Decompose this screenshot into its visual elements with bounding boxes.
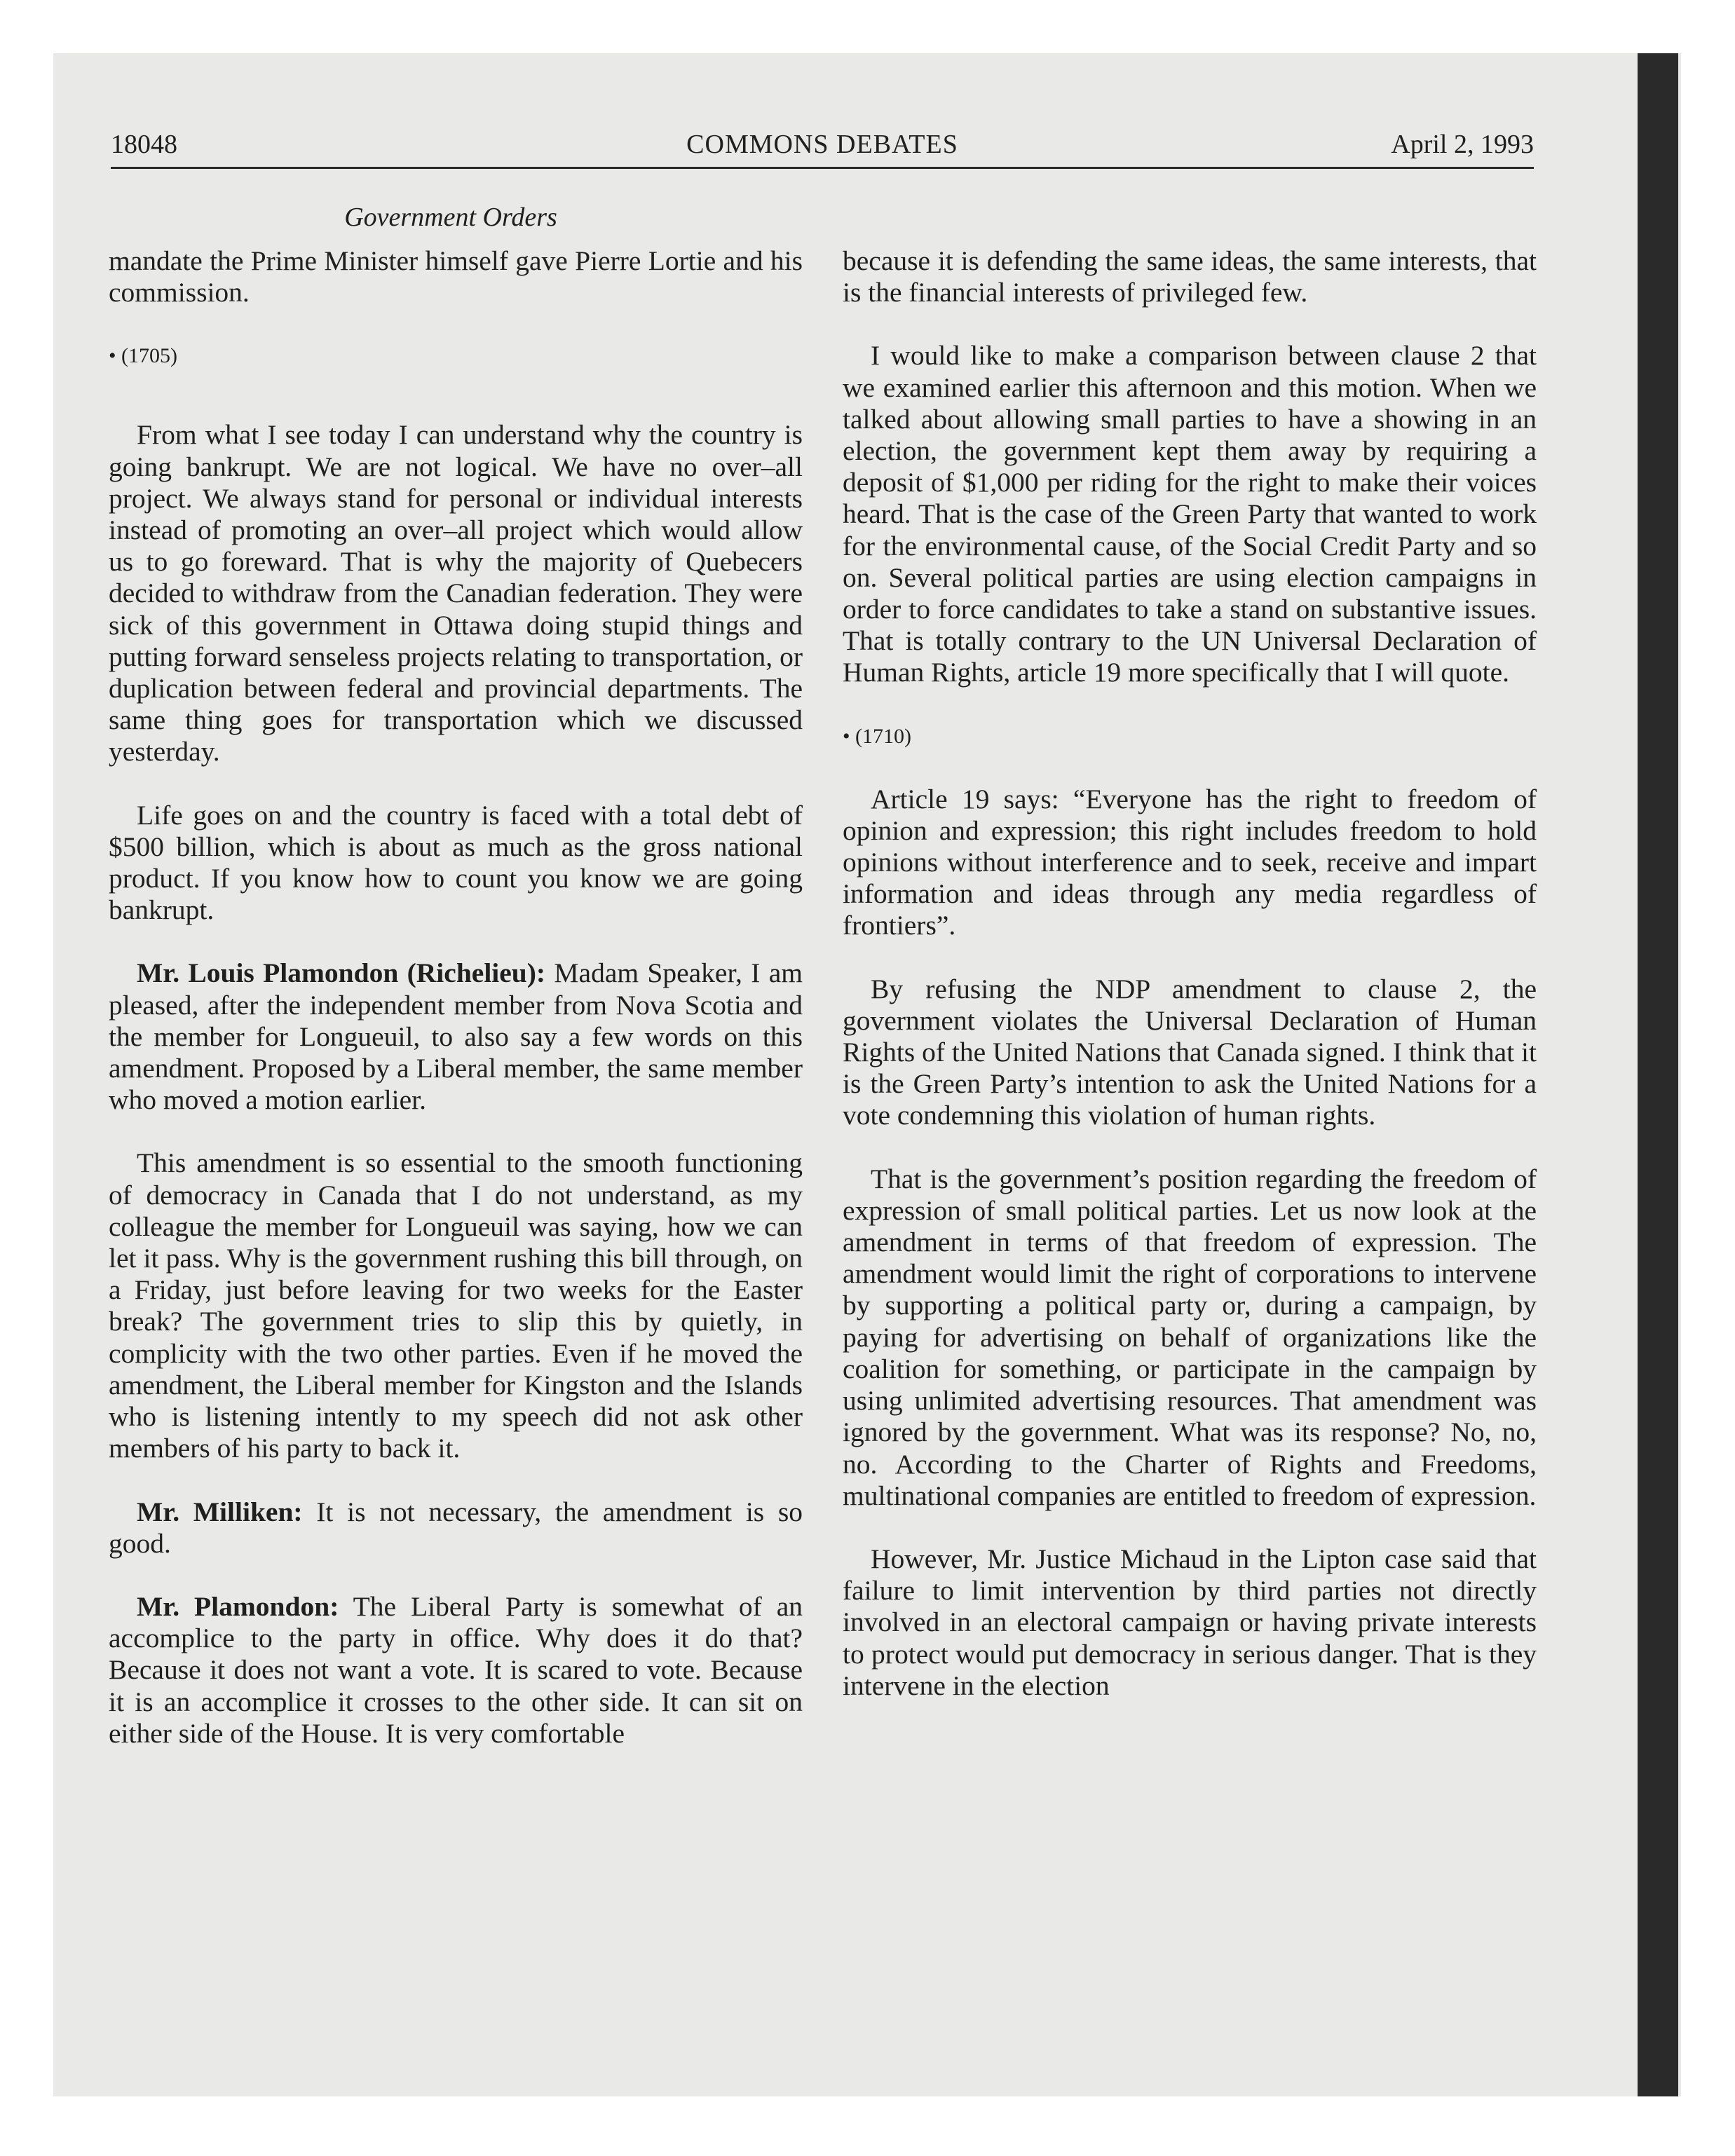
paragraph: However, Mr. Justice Michaud in the Lipton case said that failure to limit intervention by third parties not directly involved in an electoral campaign or having private interests to protect would put democracy in serious danger. That is they intervene in the election xyxy=(843,1543,1537,1701)
running-head xyxy=(111,123,1534,165)
paragraph: Life goes on and the country is faced with a total debt of $500 billion, which is about as much as the gross national product. If you know how to count you know we are going bankrupt. xyxy=(109,799,803,926)
speaker-name: Mr. Louis Plamondon (Richelieu): xyxy=(137,957,546,989)
paragraph: That is the government’s position regarding the freedom of expression of small political parties. Let us now look at the amendment in terms of that freedom of expression. The amendment would limit the right of corporations to intervene by supporting a political party or, during a campaign, by paying for advertising on behalf of organizations like the coalition for something, or participate in the campaign by using unlimited advertising resources. That amendment was ignored by the government. What was its response? No, no, no. According to the Charter of Rights and Freedoms, multinational companies are entitled to freedom of expression. xyxy=(843,1163,1537,1511)
page-number: 18048 xyxy=(111,130,177,159)
section-label: Government Orders xyxy=(344,203,557,232)
speaker-name: Mr. Plamondon: xyxy=(137,1590,339,1622)
speech-text: Madam Speaker, I am pleased, after the independent member from Nova Scotia and the member for Longueuil, to also say a few words on this amendment. Proposed by a Liberal member, the same member who moved a motion earlier. xyxy=(109,957,803,1116)
speech-text: The Liberal Party is somewhat of an accomplice to the party in office. Why does it do that? Because it does not want a vote. It is scared to vote. Because it is an accomplice it crosses to the other side. It can sit on either side of the House. It is very comfortable xyxy=(109,1590,803,1749)
header-rule xyxy=(111,167,1534,169)
right-column xyxy=(843,245,1537,1733)
speaker-name: Mr. Milliken: xyxy=(137,1496,303,1527)
paragraph: mandate the Prime Minister himself gave Pierre Lortie and his commission. xyxy=(109,245,803,308)
publication-title: COMMONS DEBATES xyxy=(686,130,958,159)
speech-paragraph xyxy=(109,1496,803,1560)
scan-edge-shadow xyxy=(1638,53,1678,2096)
paragraph: From what I see today I can understand why the country is going bankrupt. We are not logical. We have no over–all project. We always stand for personal or individual interests instead of promoting an over–all project which would allow us to go foreward. That is why the majority of Quebecers decided to withdraw from the Canadian federation. They were sick of this government in Ottawa doing stupid things and putting forward senseless projects relating to transportation, or duplication between federal and provincial departments. The same thing goes for transportation which we discussed yesterday. xyxy=(109,419,803,767)
paragraph: because it is defending the same ideas, the same interests, that is the financial interests of privileged few. xyxy=(843,245,1537,308)
speech-text: It is not necessary, the amendment is so good. xyxy=(109,1496,803,1559)
page-date: April 2, 1993 xyxy=(1391,130,1534,159)
paragraph: I would like to make a comparison between clause 2 that we examined earlier this afternoon and this motion. When we talked about allowing small parties to have a showing in an election, the government kept them away by requiring a deposit of $1,000 per riding for the right to make their voices heard. That is the case of the Green Party that wanted to work for the environmental cause, of the Social Credit Party and so on. Several political parties are using election campaigns in order to force candidates to take a stand on substantive issues. That is totally contrary to the UN Universal Declaration of Human Rights, article 19 more specifically that I will quote. xyxy=(843,340,1537,688)
speech-paragraph xyxy=(109,957,803,1116)
left-column xyxy=(109,245,803,1781)
timestamp: • (1705) xyxy=(109,344,177,368)
paragraph: By refusing the NDP amendment to clause 2, the government violates the Universal Declaration of Human Rights of the United Nations that Canada signed. I think that it is the Green Party’s intention to ask the United Nations for a vote condemning this violation of human rights. xyxy=(843,973,1537,1131)
paragraph: Article 19 says: “Everyone has the right to freedom of opinion and expression; this right includes freedom to hold opinions without interference and to seek, receive and impart information and ideas through any media regardless of frontiers”. xyxy=(843,783,1537,941)
paragraph: This amendment is so essential to the smooth functioning of democracy in Canada that I do not understand, as my colleague the member for Longueuil was saying, how we can let it pass. Why is the government rushing this bill through, on a Friday, just before leaving for two weeks for the Easter break? The government tries to slip this by quietly, in complicity with the two other parties. Even if he moved the amendment, the Liberal member for Kingston and the Islands who is listening intently to my speech did not ask other members of his party to back it. xyxy=(109,1147,803,1464)
timestamp: • (1710) xyxy=(843,724,911,748)
speech-paragraph xyxy=(109,1591,803,1749)
